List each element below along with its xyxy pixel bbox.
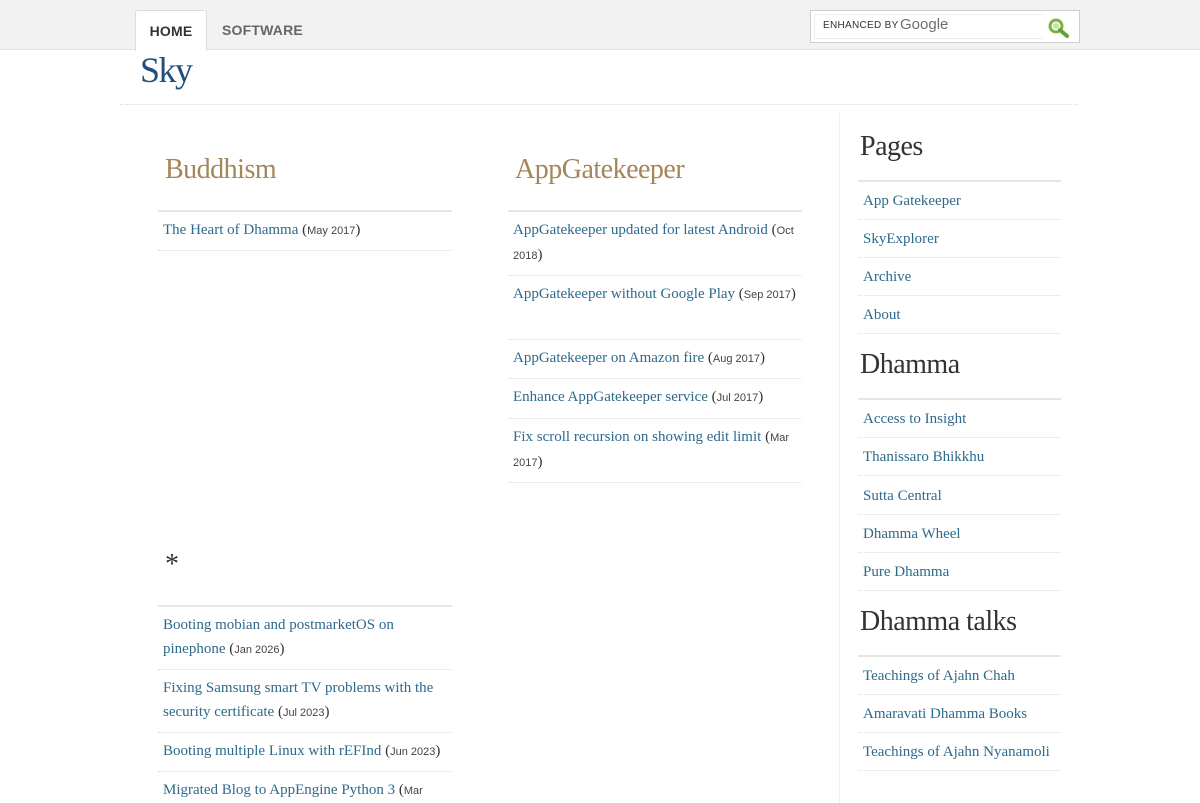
sidebar-item-app-gatekeeper[interactable]: App Gatekeeper xyxy=(858,182,1061,220)
post-link[interactable]: Fix scroll recursion on showing edit limit xyxy=(513,429,762,445)
post-link[interactable]: AppGatekeeper updated for latest Android xyxy=(513,222,768,238)
header-divider xyxy=(120,104,1078,105)
search-button[interactable] xyxy=(1047,18,1071,38)
section-title-appgatekeeper: AppGatekeeper xyxy=(515,154,685,185)
post-item: AppGatekeeper updated for latest Android (Oct 2018) xyxy=(508,218,802,276)
sidebar-item-dhamma-wheel[interactable]: Dhamma Wheel xyxy=(858,515,1061,553)
post-item: The Heart of Dhamma (May 2017) xyxy=(158,218,452,251)
sidebar-item-access-to-insight[interactable]: Access to Insight xyxy=(858,400,1061,438)
post-item: Enhance AppGatekeeper service (Jul 2017) xyxy=(508,385,802,419)
post-date: Sep 2017 xyxy=(743,289,791,301)
post-date: Mar 2017 xyxy=(513,432,790,469)
sidebar-item-about[interactable]: About xyxy=(858,296,1061,334)
tab-software[interactable]: SOFTWARE xyxy=(222,22,303,38)
sidebar-item-thanissaro-bhikkhu[interactable]: Thanissaro Bhikkhu xyxy=(858,438,1061,476)
post-link[interactable]: AppGatekeeper on Amazon fire xyxy=(513,350,705,366)
post-date: Jan 2026 xyxy=(234,644,280,656)
google-logo: Google xyxy=(900,16,949,33)
sidebar-title-dhamma-talks: Dhamma talks xyxy=(860,606,1017,637)
post-item: Booting multiple Linux with rEFInd (Jun 2023) xyxy=(158,739,452,772)
site-title[interactable]: Sky xyxy=(140,50,192,90)
post-link[interactable]: Booting multiple Linux with rEFInd xyxy=(163,743,382,759)
sidebar-title-pages: Pages xyxy=(860,131,923,162)
post-link[interactable]: The Heart of Dhamma xyxy=(163,222,299,238)
search-icon xyxy=(1047,18,1071,38)
post-item: AppGatekeeper on Amazon fire (Aug 2017) xyxy=(508,346,802,379)
post-item: Booting mobian and postmarketOS on pinephone (Jan 2026) xyxy=(158,613,452,670)
post-link[interactable]: Fixing Samsung smart TV problems with the security certificate xyxy=(163,680,434,720)
search-box xyxy=(810,10,1080,43)
sidebar-item-archive[interactable]: Archive xyxy=(858,258,1061,296)
section-title-misc: * xyxy=(165,549,179,580)
post-item: Fixing Samsung smart TV problems with the security certificate (Jul 2023) xyxy=(158,676,452,733)
section-rule xyxy=(158,210,452,212)
post-link[interactable]: Enhance AppGatekeeper service xyxy=(513,389,708,405)
post-date: Jul 2023 xyxy=(282,707,325,719)
sidebar-title-dhamma: Dhamma xyxy=(860,349,960,380)
tab-home[interactable]: HOME xyxy=(135,10,207,51)
post-link[interactable]: Booting mobian and postmarketOS on pinephone xyxy=(163,617,394,657)
sidebar-item-ajahn-nyanamoli[interactable]: Teachings of Ajahn Nyanamoli xyxy=(858,733,1061,771)
search-enhanced-by-label: ENHANCED BY xyxy=(823,20,899,31)
post-item: Migrated Blog to AppEngine Python 3 (Mar xyxy=(163,782,423,798)
post-date: Jul 2017 xyxy=(716,392,759,404)
post-date: Aug 2017 xyxy=(712,353,761,365)
post-date: Oct 2018 xyxy=(513,225,794,262)
top-nav-bar xyxy=(0,0,1200,50)
post-date: Mar xyxy=(403,785,423,797)
sidebar-item-skyexplorer[interactable]: SkyExplorer xyxy=(858,220,1061,258)
sidebar-item-amaravati-books[interactable]: Amaravati Dhamma Books xyxy=(858,695,1061,733)
sidebar-item-ajahn-chah[interactable]: Teachings of Ajahn Chah xyxy=(858,657,1061,695)
post-item: AppGatekeeper without Google Play (Sep 2017) xyxy=(508,282,802,340)
section-rule xyxy=(508,210,802,212)
post-link[interactable]: AppGatekeeper without Google Play xyxy=(513,286,736,302)
post-link[interactable]: Migrated Blog to AppEngine Python 3 xyxy=(163,782,396,798)
section-title-buddhism: Buddhism xyxy=(165,154,277,185)
sidebar-item-pure-dhamma[interactable]: Pure Dhamma xyxy=(858,553,1061,591)
sidebar-divider xyxy=(839,113,840,803)
section-rule xyxy=(158,605,452,607)
post-item: Fix scroll recursion on showing edit limit (Mar 2017) xyxy=(508,425,802,483)
sidebar-item-sutta-central[interactable]: Sutta Central xyxy=(858,477,1061,515)
post-date: Jun 2023 xyxy=(390,746,436,758)
post-date: May 2017 xyxy=(307,225,356,237)
